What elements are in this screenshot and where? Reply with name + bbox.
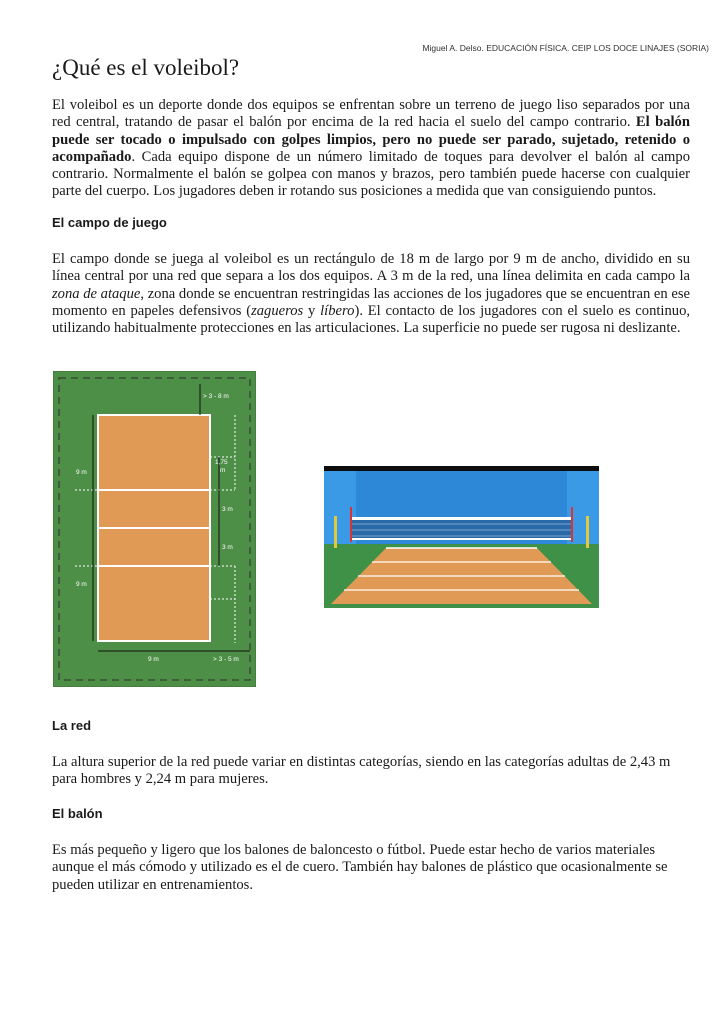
- left-post: [334, 516, 337, 548]
- diagram-label-3m-lower: 3 m: [222, 544, 233, 551]
- left-antenna: [350, 507, 352, 542]
- page-title: ¿Qué es el voleibol?: [52, 55, 240, 80]
- diagram-label-9m-upper: 9 m: [76, 469, 87, 476]
- net-bottom-band: [350, 538, 573, 540]
- campo-italic-zagueros: zagueros: [251, 302, 304, 319]
- balon-heading: El balón: [52, 806, 103, 821]
- right-antenna: [571, 507, 573, 542]
- diagram-label-side-zone: > 3 - 5 m: [213, 656, 239, 663]
- intro-text-2: . Cada equipo dispone de un número limitado de toques para devolver el balón al campo contrario. Normalmente el balón se golpea con manos y brazos, pero también puede hacerse con cualquier parte del cuerpo. Los jugadores deben ir rotando sus posiciones a medida que van consiguiendo puntos.: [52, 148, 690, 200]
- diagram-label-9m-lower: 9 m: [76, 581, 87, 588]
- top-bar: [324, 466, 599, 471]
- campo-italic-zona: zona de ataque: [52, 285, 141, 302]
- diagram-label-free-zone: > 3 - 8 m: [203, 393, 229, 400]
- net-top-band: [350, 517, 573, 520]
- campo-italic-libero: líbero: [320, 302, 355, 319]
- page-header-note: Miguel A. Delso. EDUCACIÓN FÍSICA. CEIP LOS DOCE LINAJES (SORIA): [422, 43, 709, 53]
- campo-heading: El campo de juego: [52, 215, 167, 230]
- campo-text-3: y: [303, 302, 321, 319]
- diagram-label-3m-upper: 3 m: [222, 506, 233, 513]
- campo-text-1: El campo donde se juega al voleibol es un rectángulo de 18 m de largo por 9 m de ancho, dividido en su línea central por una red que separa a los dos equipos. A 3 m de la red, una línea delimita en cada campo la: [52, 251, 690, 285]
- court-diagram: [53, 371, 256, 687]
- court-3d-illustration: [324, 466, 599, 608]
- diagram-label-1-75-unit: m: [220, 467, 226, 474]
- diagram-label-1-75: 1,75: [215, 459, 228, 466]
- campo-paragraph: [52, 251, 690, 337]
- right-post: [586, 516, 589, 548]
- intro-bold-text: El balón puede ser tocado o impulsado con golpes limpios, pero no puede ser parado, sujetado, retenido o acompañado: [52, 114, 690, 165]
- campo-text-4: ). El contacto de los jugadores con el suelo es continuo, utilizando habitualmente protecciones en las articulaciones. La superficie no puede ser rugosa ni deslizante.: [52, 302, 691, 337]
- intro-text-1: El voleibol es un deporte donde dos equipos se enfrentan sobre un terreno de juego liso separados por una red central, tratando de pasar el balón por encima de la red hacia el suelo del campo contrario.: [52, 97, 690, 131]
- diagram-label-width: 9 m: [148, 656, 159, 663]
- red-heading: La red: [52, 718, 92, 733]
- net-mesh: [350, 518, 573, 540]
- campo-text-2: , zona donde se encuentran restringidas las acciones de los jugadores que se encuentran en ese momento en papeles defensivos (: [52, 285, 690, 319]
- intro-paragraph: [52, 97, 690, 201]
- balon-paragraph: Es más pequeño y ligero que los balones de baloncesto o fútbol. Puede estar hecho de varios materiales aunque el más cómodo y utilizado es el de cuero. También hay balones de plástico que ocasionalmente se pueden utilizar en entrenamientos.: [52, 842, 668, 893]
- red-paragraph: La altura superior de la red puede variar en distintas categorías, siendo en las categorías adultas de 2,43 m para hombres y 2,24 m para mujeres.: [52, 754, 671, 788]
